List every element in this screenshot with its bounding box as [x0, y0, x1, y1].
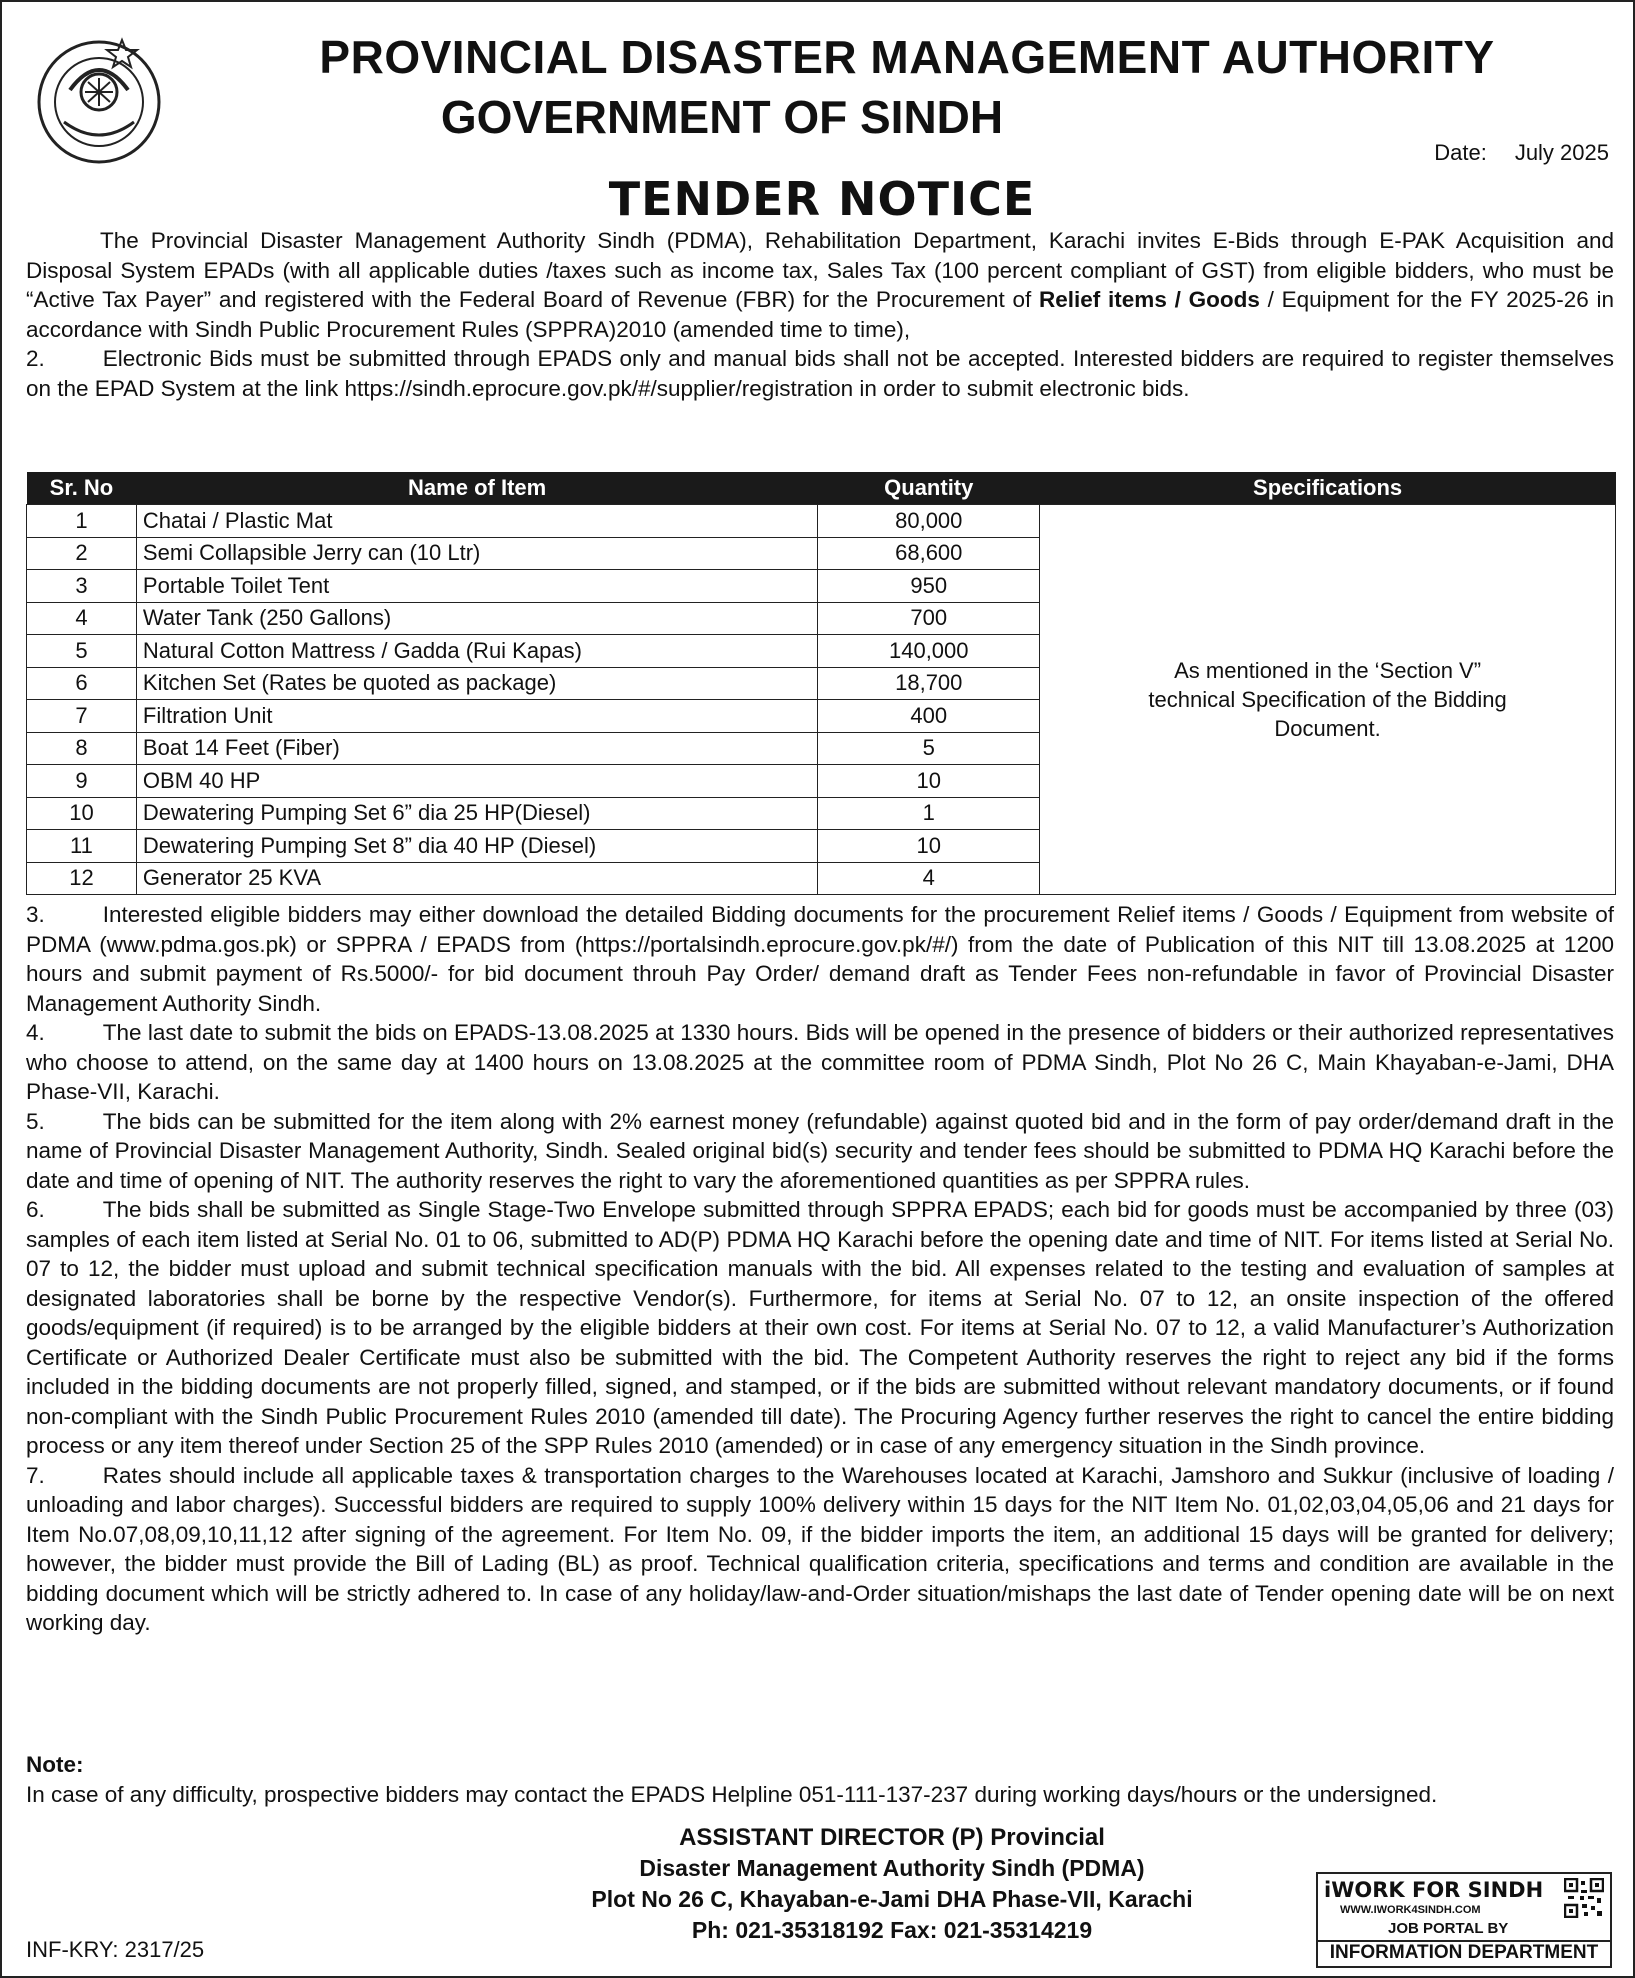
row-quantity: 10 — [818, 830, 1040, 863]
paragraph-number: 3. — [26, 902, 45, 927]
note-section — [26, 1750, 1614, 1809]
row-sr-no: 1 — [27, 505, 137, 538]
iwork-badge — [1316, 1872, 1612, 1968]
specifications-cell — [1040, 505, 1616, 895]
government-title: GOVERNMENT OF SINDH — [440, 91, 1004, 143]
row-item-name: Semi Collapsible Jerry can (10 Ltr) — [136, 537, 817, 570]
header-sr-no: Sr. No — [27, 472, 137, 505]
iwork-title: iWORK FOR SINDH — [1324, 1878, 1544, 1902]
row-quantity: 950 — [818, 570, 1040, 603]
row-quantity: 1 — [818, 797, 1040, 830]
items-table — [26, 472, 1616, 895]
paragraph-2-num: 2. — [26, 346, 45, 371]
table-row — [27, 505, 1616, 538]
row-sr-no: 12 — [27, 862, 137, 895]
iwork-dept: INFORMATION DEPARTMENT — [1318, 1940, 1610, 1964]
specifications-text: As mentioned in the ‘Section V” technical Specification of the Bidding Document. — [1148, 658, 1507, 741]
row-item-name: Filtration Unit — [136, 700, 817, 733]
paragraph-text: The bids can be submitted for the item along with 2% earnest money (refundable) against quoted bid and in the form of pay order/demand draft in the name of Provincial Disaster Management Authority, Sindh. Sealed original bid(s) security and tender fees should be submitted to PDMA HQ Karachi before the date and time of opening of NIT. The authority reserves the right to vary the aforementioned quantities as per SPPRA rules. — [26, 1108, 1614, 1193]
row-sr-no: 9 — [27, 765, 137, 798]
row-sr-no: 6 — [27, 667, 137, 700]
intro-paragraph — [26, 226, 1614, 403]
qr-code-icon — [1564, 1878, 1604, 1918]
iwork-sub: JOB PORTAL BY — [1388, 1920, 1509, 1937]
row-item-name: Dewatering Pumping Set 8” dia 40 HP (Diesel) — [136, 830, 817, 863]
row-item-name: Kitchen Set (Rates be quoted as package) — [136, 667, 817, 700]
header-name-of-item: Name of Item — [136, 472, 817, 505]
row-sr-no: 8 — [27, 732, 137, 765]
signatory-org: Disaster Management Authority Sindh (PDMA) — [639, 1855, 1145, 1881]
row-sr-no: 2 — [27, 537, 137, 570]
signatory-title: ASSISTANT DIRECTOR (P) Provincial — [679, 1824, 1105, 1851]
signatory-phone: Ph: 021-35318192 Fax: 021-35314219 — [691, 1917, 1093, 1943]
row-item-name: Generator 25 KVA — [136, 862, 817, 895]
paragraph-3 — [26, 900, 1614, 1018]
intro-text-1: The Provincial Disaster Management Authority Sindh (PDMA), Rehabilitation Department, Karachi invites E-Bids through E-PAK Acquisition and Disposal System EPADs (with all applicable duties /taxes such as income tax, Sales Tax (100 percent compliant of GST) from eligible bidders, who must be “Active Tax Payer” and registered with the Federal Board of Revenue (FBR) for the Procurement of — [26, 228, 1614, 312]
paragraph-5 — [26, 1107, 1614, 1196]
sindh-government-emblem-icon — [30, 30, 168, 168]
paragraphs — [26, 900, 1614, 1638]
row-item-name: Chatai / Plastic Mat — [136, 505, 817, 538]
intro-bold: Relief items / Goods — [1039, 287, 1260, 312]
authority-title: PROVINCIAL DISASTER MANAGEMENT AUTHORITY — [319, 31, 1495, 83]
notice-title: TENDER NOTICE — [608, 172, 1036, 226]
row-item-name: Dewatering Pumping Set 6” dia 25 HP(Diesel) — [136, 797, 817, 830]
row-quantity: 68,600 — [818, 537, 1040, 570]
paragraph-text: Rates should include all applicable taxes & transportation charges to the Warehouses located at Karachi, Jamshoro and Sukkur (inclusive of loading / unloading and labor charges). Successful bidders are required to supply 100% delivery within 15 days for the NIT Item No. 01,02,03,04,05,06 and 21 days for Item No.07,08,09,10,11,12 after signing of the agreement. For Item No. 09, if the bidder imports the item, an additional 15 days will be granted for delivery; however, the bidder must provide the Bill of Lading (BL) as proof. Technical qualification criteria, specifications and terms and condition are available in the bidding document which will be strictly adhered to. In case of any holiday/law-and-Order situation/mishaps the last date of Tender opening date will be on next working day. — [26, 1462, 1614, 1635]
paragraph-number: 6. — [26, 1197, 45, 1222]
paragraph-number: 7. — [26, 1462, 45, 1488]
row-quantity: 10 — [818, 765, 1040, 798]
paragraph-text: The last date to submit the bids on EPADS-13.08.2025 at 1330 hours. Bids will be opened in the presence of bidders or their authorized representatives who choose to attend, on the same day at 1400 hours on 13.08.2025 at the committee room of PDMA Sindh, Plot No 26 C, Main Khayaban-e-Jami, DHA Phase-VII, Karachi. — [26, 1020, 1614, 1104]
row-quantity: 140,000 — [818, 635, 1040, 668]
row-item-name: OBM 40 HP — [136, 765, 817, 798]
row-quantity: 18,700 — [818, 667, 1040, 700]
row-sr-no: 11 — [27, 830, 137, 863]
row-quantity: 700 — [818, 602, 1040, 635]
row-quantity: 400 — [818, 700, 1040, 733]
row-quantity: 4 — [818, 862, 1040, 895]
date-value: July 2025 — [1514, 140, 1609, 165]
row-item-name: Boat 14 Feet (Fiber) — [136, 732, 817, 765]
paragraph-number: 5. — [26, 1108, 45, 1134]
notice-date — [1434, 140, 1609, 166]
reference-number: INF-KRY: 2317/25 — [26, 1937, 205, 1962]
paragraph-7 — [26, 1461, 1614, 1638]
row-item-name: Natural Cotton Mattress / Gadda (Rui Kapas) — [136, 635, 817, 668]
row-sr-no: 4 — [27, 602, 137, 635]
row-quantity: 80,000 — [818, 505, 1040, 538]
note-heading: Note: — [26, 1752, 84, 1777]
header-quantity: Quantity — [818, 472, 1040, 505]
row-sr-no: 7 — [27, 700, 137, 733]
paragraph-2 — [26, 344, 1614, 403]
row-sr-no: 10 — [27, 797, 137, 830]
intro-text-2: / Equipment for the FY 2025-26 in accordance with Sindh Public Procurement Rules (SPPRA)2010 (amended time to time), — [26, 287, 1614, 342]
paragraph-text: Interested eligible bidders may either download the detailed Bidding documents for the procurement Relief items / Goods / Equipment from website of PDMA (www.pdma.gos.pk) or SPPRA / EPADS from (https://portalsindh.eprocure.gov.pk/#/) from the date of Publication of this NIT till 13.08.2025 at 1200 hours and submit payment of Rs.5000/- for bid document throuh Pay Order/ demand draft as Tender Fees non-refundable in favor of Provincial Disaster Management Authority Sindh. — [26, 902, 1614, 1016]
row-item-name: Water Tank (250 Gallons) — [136, 602, 817, 635]
paragraph-number: 4. — [26, 1020, 45, 1045]
date-label: Date: — [1434, 140, 1487, 165]
iwork-url: WWW.IWORK4SINDH.COM — [1340, 1904, 1481, 1916]
row-sr-no: 3 — [27, 570, 137, 603]
paragraph-6 — [26, 1195, 1614, 1461]
signatory-address: Plot No 26 C, Khayaban-e-Jami DHA Phase-VII, Karachi — [591, 1886, 1193, 1912]
row-sr-no: 5 — [27, 635, 137, 668]
row-quantity: 5 — [818, 732, 1040, 765]
header-specifications: Specifications — [1040, 472, 1616, 505]
signature-block — [382, 1822, 1402, 1946]
note-text: In case of any difficulty, prospective bidders may contact the EPADS Helpline 051-111-137-237 during working days/hours or the undersigned. — [26, 1781, 1438, 1807]
paragraph-text: The bids shall be submitted as Single Stage-Two Envelope submitted through SPPRA EPADS; each bid for goods must be accompanied by three (03) samples of each item listed at Serial No. 01 to 06, submitted to AD(P) PDMA HQ Karachi before the opening date and time of NIT. For items listed at Serial No. 07 to 12, the bidder must upload and submit technical specification manuals with the bid. All expenses related to the testing and evaluation of samples at designated laboratories shall be borne by the respective Vendor(s). Furthermore, for items at Serial No. 07 to 12, an onsite inspection of the offered goods/equipment (if required) is to be arranged by the eligible bidders at their own cost. For items at Serial No. 07 to 12, a valid Manufacturer’s Authorization Certificate or Authorized Dealer Certificate must also be submitted with the bid. The Competent Authority reserves the right to reject any bid if the forms included in the bidding documents are not properly filled, signed, and stamped, or if the bids are submitted without relevant mandatory documents, or if found non-compliant with the Sindh Public Procurement Rules 2010 (amended till date). The Procuring Agency further reserves the right to cancel the entire bidding process or any item thereof under Section 25 of the SPP Rules 2010 (amended) or in case of any emergency situation in the Sindh province. — [26, 1197, 1614, 1458]
table-header-row — [27, 472, 1616, 505]
row-item-name: Portable Toilet Tent — [136, 570, 817, 603]
paragraph-2-text: Electronic Bids must be submitted through EPADS only and manual bids shall not be accepted. Interested bidders are required to register themselves on the EPAD System at the link https://sindh.eprocure.gov.pk/#/supplier/registration in order to submit electronic bids. — [26, 346, 1614, 401]
paragraph-4 — [26, 1018, 1614, 1107]
